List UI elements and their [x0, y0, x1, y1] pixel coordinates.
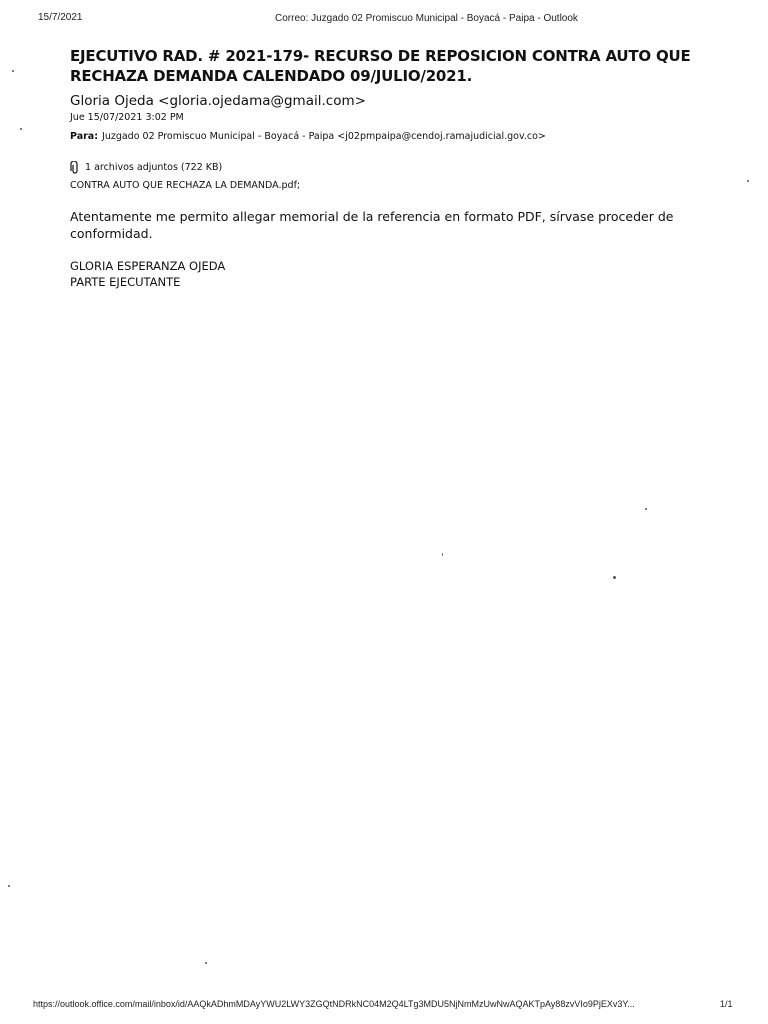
- email-datetime: Jue 15/07/2021 3:02 PM: [70, 112, 184, 123]
- scan-speck: [12, 70, 14, 72]
- print-header: [0, 12, 768, 28]
- print-url: https://outlook.office.com/mail/inbox/id/AAQkADhmMDAyYWU2LWY3ZGQtNDRkNC04M2Q4LTg3MDU5NjNmMzUwNwAQAKTpAy88zvVIo9PjEXv3Y...: [33, 999, 635, 1009]
- signature-role: PARTE EJECUTANTE: [70, 275, 181, 289]
- recipient-value: Juzgado 02 Promiscuo Municipal - Boyacá - Paipa <j02pmpaipa@cendoj.ramajudicial.gov.co>: [102, 131, 546, 142]
- scan-speck: [645, 508, 647, 510]
- recipient-label: Para:: [70, 131, 99, 142]
- attachment-file-link[interactable]: CONTRA AUTO QUE RECHAZA LA DEMANDA.pdf;: [70, 180, 301, 191]
- scan-speck: [442, 553, 443, 556]
- print-page-title: Correo: Juzgado 02 Promiscuo Municipal - Boyacá - Paipa - Outlook: [275, 13, 578, 24]
- print-page-number: 1/1: [720, 999, 733, 1009]
- scan-speck: [205, 962, 207, 964]
- attachments-count-text: 1 archivos adjuntos (722 KB): [85, 162, 223, 173]
- scan-speck: [8, 885, 10, 887]
- scan-speck: [20, 128, 22, 130]
- email-sender: Gloria Ojeda <gloria.ojedama@gmail.com>: [70, 93, 366, 109]
- attachments-summary[interactable]: [70, 161, 222, 174]
- scan-speck: [613, 576, 616, 579]
- paperclip-icon: [70, 161, 80, 174]
- email-body: Atentamente me permito allegar memorial de la referencia en formato PDF, sírvase proceder de conformidad.: [70, 209, 674, 241]
- print-footer: [0, 999, 768, 1015]
- email-recipient: [70, 131, 546, 142]
- scan-speck: [747, 180, 749, 182]
- signature-name: GLORIA ESPERANZA OJEDA: [70, 259, 226, 273]
- email-subject: EJECUTIVO RAD. # 2021-179- RECURSO DE REPOSICION CONTRA AUTO QUE RECHAZA DEMANDA CALENDADO 09/JULIO/2021.: [70, 47, 691, 85]
- print-date: 15/7/2021: [38, 12, 83, 23]
